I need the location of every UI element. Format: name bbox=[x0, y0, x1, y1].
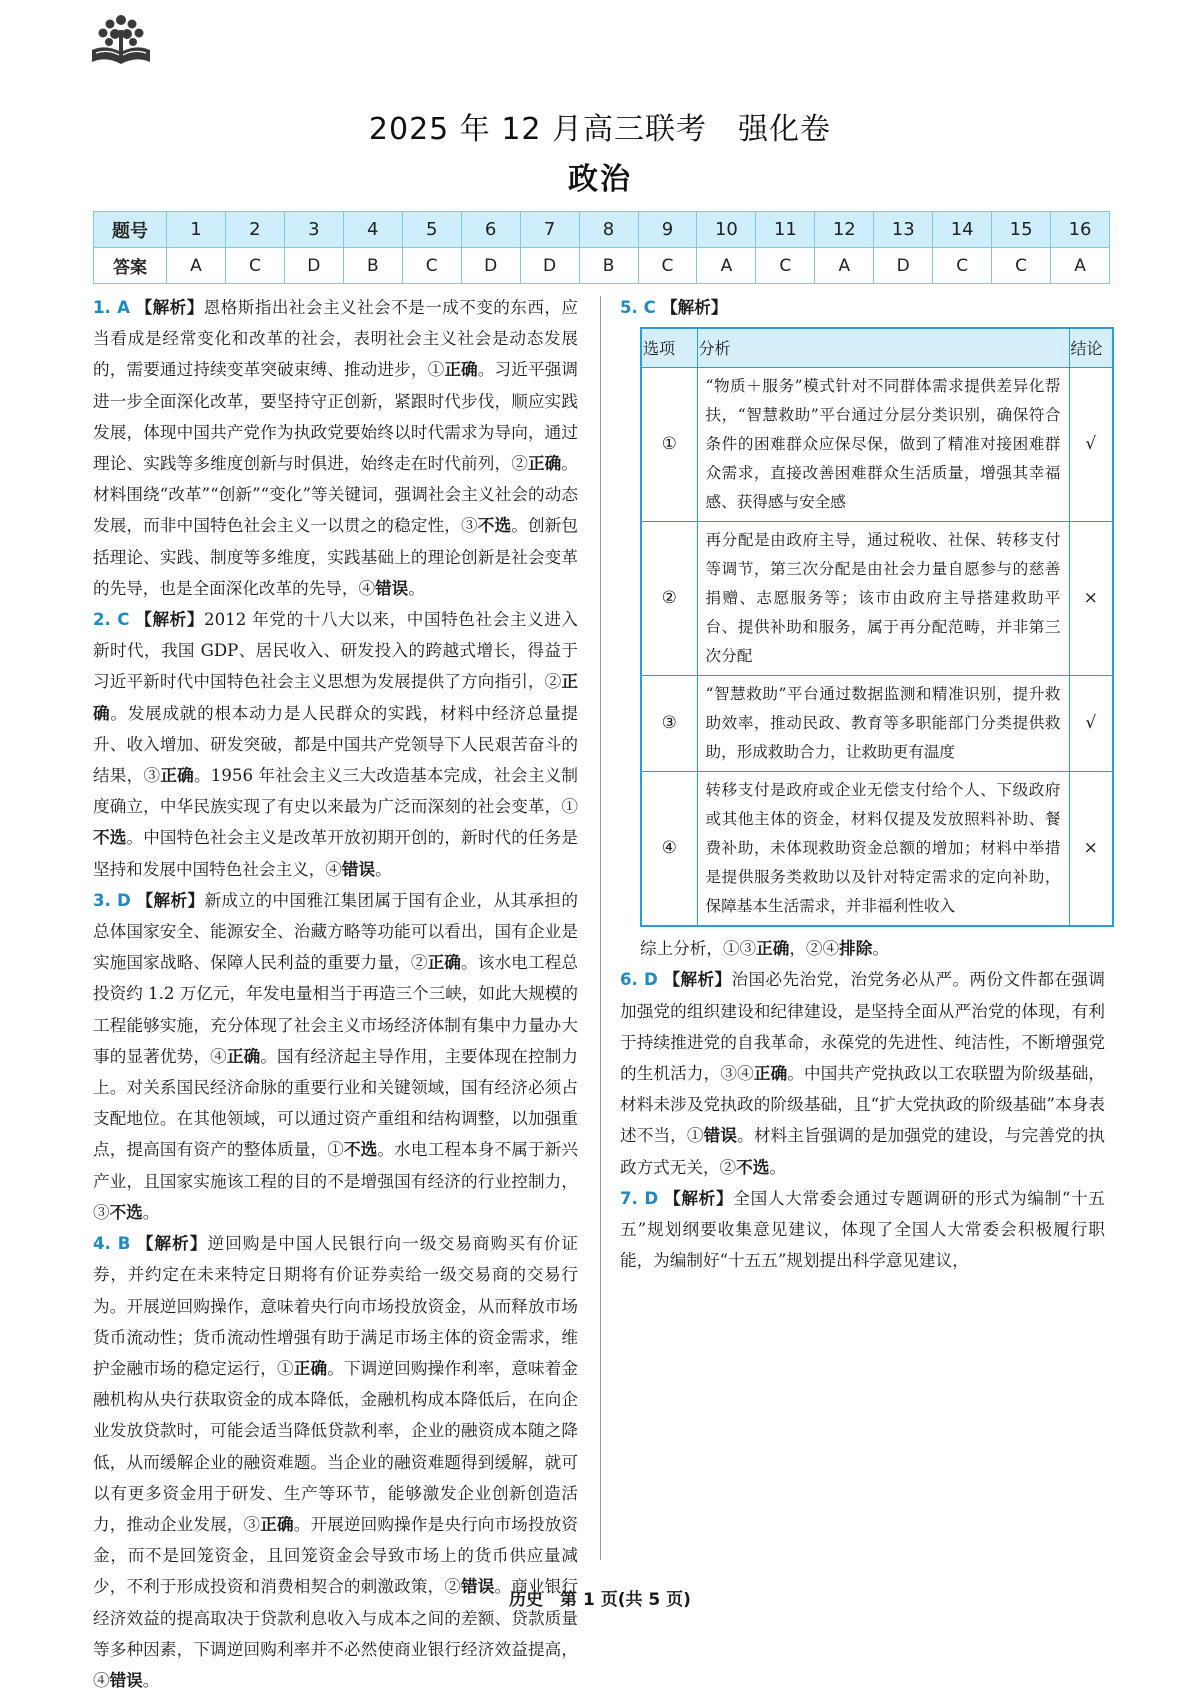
question-number: 15 bbox=[992, 212, 1051, 248]
row-label-answer: 答案 bbox=[94, 248, 167, 284]
header-option: 选项 bbox=[641, 328, 697, 368]
option-number: ③ bbox=[641, 676, 697, 772]
verdict: 正确 bbox=[260, 1514, 294, 1534]
answer-cell: C bbox=[933, 248, 992, 284]
question-number: 11 bbox=[756, 212, 815, 248]
question-label: 3. D bbox=[93, 890, 131, 910]
conclusion-mark: √ bbox=[1069, 676, 1113, 772]
column-divider bbox=[600, 296, 601, 1560]
explanation-text: 。材料主旨强调的是加强党的建设，与完善党的执政方式无关，② bbox=[620, 1126, 1106, 1177]
explanation-text: 。 bbox=[375, 859, 392, 879]
explanation-text: 。下调逆回购操作利率，意味着金融机构从央行获取资金的成本降低，金融机构成本降低后，在向企业发放贷款时，可能会适当降低贷款利率，企业的融资成本随之降低，从而缓解企业的融资难题。当企业的融资难题得到缓解，就可以有更多资金用于研发、生产等环节，能够激发企业创新创造活力，推动企业发展，③ bbox=[93, 1358, 579, 1534]
explanation-q4 bbox=[93, 1228, 578, 1696]
analysis-tag: 【解析】 bbox=[661, 298, 728, 317]
question-number: 5 bbox=[402, 212, 461, 248]
analysis-row bbox=[641, 772, 1113, 927]
explanation-text: 。开展逆回购操作是央行向市场投放资金，而不是回笼资金，且回笼资金会导致市场上的货币供应量减少，不利于形成投资和消费相契合的刺激政策，② bbox=[93, 1514, 579, 1597]
explanation-text: 。创新包括理论、实践、制度等多维度，实践基础上的理论创新是社会变革的先导，也是全面深化改革的先导，④ bbox=[93, 516, 579, 598]
explanation-text: 2012 年党的十八大以来，中国特色社会主义进入新时代，我国 GDP、居民收入、研发投入的跨越式增长，得益于习近平新时代中国特色社会主义思想为发展提供了方向指引，② bbox=[93, 610, 578, 692]
verdict: 正确 bbox=[293, 1358, 328, 1378]
analysis-tag: 【解析】 bbox=[136, 1234, 208, 1254]
verdict: 不选 bbox=[93, 828, 127, 848]
book-tree-logo-icon bbox=[88, 12, 154, 70]
explanation-text: 。习近平强调进一步全面深化改革，要坚持守正创新，紧跟时代步伐，顺应实践发展，体现中国共产党作为执政党要始终以时代需求为导向，通过理论、实践等多维度创新与时俱进，始终走在时代前列，② bbox=[93, 360, 579, 474]
verdict: 错误 bbox=[109, 1670, 143, 1690]
question-number: 16 bbox=[1051, 212, 1110, 248]
row-label-question: 题号 bbox=[94, 212, 167, 248]
explanation-q3 bbox=[93, 885, 578, 1228]
conclusion-mark: × bbox=[1069, 772, 1113, 927]
q5-summary bbox=[620, 933, 1105, 964]
answer-cell: A bbox=[815, 248, 874, 284]
verdict: 不选 bbox=[109, 1202, 143, 1222]
question-label: 2. C bbox=[93, 610, 130, 630]
conclusion-mark: × bbox=[1069, 522, 1113, 676]
verdict: 错误 bbox=[703, 1126, 738, 1146]
analysis-row bbox=[641, 368, 1113, 522]
answer-cell: A bbox=[697, 248, 756, 284]
explanation-q6 bbox=[620, 964, 1105, 1182]
question-number: 14 bbox=[933, 212, 992, 248]
explanation-q1 bbox=[93, 292, 578, 604]
explanation-text: 恩格斯指出社会主义社会不是一成不变的东西，应当看成是经常变化和改革的社会，表明社会主义社会是动态发展的，需要通过持续变革突破束缚、推动进步，① bbox=[93, 298, 578, 380]
question-number: 10 bbox=[697, 212, 756, 248]
verdict: 正确 bbox=[444, 360, 478, 380]
verdict: 正确 bbox=[527, 454, 562, 474]
question-number: 4 bbox=[343, 212, 402, 248]
verdict: 错误 bbox=[461, 1577, 495, 1597]
analysis-table-header bbox=[641, 328, 1113, 368]
analysis-tag: 【解析】 bbox=[135, 610, 205, 630]
explanation-text: 。商业银行经济效益的提高取决于贷款利息收入与成本之间的差额、贷款质量等多种因素，下调逆回购利率并不必然使商业银行经济效益提高，④ bbox=[93, 1577, 579, 1690]
answer-key-table bbox=[93, 211, 1110, 284]
answer-cell: D bbox=[520, 248, 579, 284]
explanation-text: 。该水电工程总投资约 1.2 万亿元，年发电量相当于再造三个三峡，如此大规模的工程能够实施，充分体现了社会主义市场经济体制有集中力量办大事的显著优势，④ bbox=[93, 953, 579, 1066]
question-label: 1. A bbox=[93, 298, 130, 317]
verdict: 正确 bbox=[427, 953, 462, 973]
explanation-text: 逆回购是中国人民银行向一级交易商购买有价证券，并约定在未来特定日期将有价证券卖给一级交易商的交易行为。开展逆回购操作，意味着央行向市场投放资金，从而释放市场货币流动性；货币流动性增强有助于满足市场主体的资金需求，维护金融市场的稳定运行，① bbox=[93, 1234, 578, 1378]
explanation-text: 。国有经济起主导作用，主要体现在控制力上。对关系国民经济命脉的重要行业和关键领域，国有经济必须占支配地位。在其他领域，可以通过资产重组和结构调整，以加强重点，提高国有资产的整体质量，① bbox=[93, 1046, 579, 1160]
verdict: 正确 bbox=[93, 672, 578, 723]
explanation-text: 。 bbox=[769, 1157, 786, 1177]
analysis-tag: 【解析】 bbox=[136, 890, 205, 910]
explanation-text: 。1956 年社会主义三大改造基本完成，社会主义制度确立，中华民族实现了有史以来最为广泛而深刻的社会变革，① bbox=[93, 766, 578, 817]
explanation-text: 。中国特色社会主义是改革开放初期开创的，新时代的任务是坚持和发展中国特色社会主义，④ bbox=[93, 828, 579, 879]
analysis-text: “智慧救助”平台通过数据监测和精准识别，提升救助效率，推动民政、教育等多职能部门分类提供救助，形成救助合力，让救助更有温度 bbox=[697, 676, 1069, 772]
verdict: 正确 bbox=[753, 1064, 788, 1084]
question-number: 6 bbox=[461, 212, 520, 248]
question-number-row bbox=[94, 212, 1110, 248]
header-analysis: 分析 bbox=[697, 328, 1069, 368]
explanation-q2 bbox=[93, 604, 578, 885]
verdict: 正确 bbox=[160, 766, 194, 786]
explanation-text: 。中国共产党执政以工农联盟为阶级基础，材料未涉及党执政的阶级基础，且“扩大党执政的阶级基础”本身表述不当，① bbox=[620, 1064, 1106, 1146]
explanation-text: 。 bbox=[142, 1202, 160, 1222]
verdict: 不选 bbox=[477, 516, 512, 536]
analysis-tag: 【解析】 bbox=[663, 970, 732, 990]
explanation-text: 治国必先治党，治党务必从严。两份文件都在强调加强党的组织建设和纪律建设，是坚持全面从严治党的体现，有利于持续推进党的自我革命，永葆党的先进性、纯洁性，不断增强党的生机活力，③④ bbox=[620, 970, 1106, 1084]
question-number: 9 bbox=[638, 212, 697, 248]
question-label: 6. D bbox=[620, 970, 658, 990]
verdict: 错误 bbox=[341, 859, 376, 879]
conclusion-mark: √ bbox=[1069, 368, 1113, 522]
answer-cell: C bbox=[992, 248, 1051, 284]
header-conclusion: 结论 bbox=[1069, 328, 1113, 368]
question-number: 12 bbox=[815, 212, 874, 248]
explanation-text: 新成立的中国雅江集团属于国有企业，从其承担的总体国家安全、能源安全、治藏方略等功能可以看出，国有企业是实施国家战略、保障人民利益的重要力量，② bbox=[93, 890, 579, 973]
analysis-table bbox=[640, 327, 1114, 927]
analysis-row bbox=[641, 676, 1113, 772]
question-label: 5. C bbox=[620, 298, 656, 317]
option-number: ② bbox=[641, 522, 697, 676]
option-number: ① bbox=[641, 368, 697, 522]
answer-cell: D bbox=[461, 248, 520, 284]
explanation-text: 。 bbox=[142, 1670, 160, 1690]
summary-text: 。 bbox=[872, 939, 889, 959]
explanation-q5 bbox=[620, 292, 1105, 323]
summary-text: ，②④ bbox=[789, 939, 840, 959]
subject-title: 政治 bbox=[568, 162, 632, 197]
answer-cell: B bbox=[579, 248, 638, 284]
question-number: 1 bbox=[167, 212, 226, 248]
question-number: 8 bbox=[579, 212, 638, 248]
answer-row bbox=[94, 248, 1110, 284]
question-label: 4. B bbox=[93, 1234, 131, 1254]
answer-cell: D bbox=[284, 248, 343, 284]
analysis-text: “物质＋服务”模式针对不同群体需求提供差异化帮扶，“智慧救助”平台通过分层分类识别，确保符合条件的困难群众应保尽保，做到了精准对接困难群众需求，直接改善困难群众生活质量，增强其幸福感、获得感与安全感 bbox=[697, 368, 1069, 522]
verdict: 正确 bbox=[756, 939, 790, 959]
question-number: 2 bbox=[225, 212, 284, 248]
question-number: 3 bbox=[284, 212, 343, 248]
answer-cell: A bbox=[1051, 248, 1110, 284]
explanation-text: 全国人大常委会通过专题调研的形式为编制“十五五”规划纲要收集意见建议，体现了全国人大常委会积极履行职能，为编制好“十五五”规划提出科学意见建议， bbox=[620, 1188, 1105, 1271]
answer-cell: C bbox=[225, 248, 284, 284]
answer-cell: B bbox=[343, 248, 402, 284]
answer-cell: C bbox=[638, 248, 697, 284]
analysis-tag: 【解析】 bbox=[664, 1188, 734, 1208]
explanation-text: 。水电工程本身不属于新兴产业，且国家实施该工程的目的不是增强国有经济的行业控制力，③ bbox=[93, 1140, 579, 1222]
analysis-text: 再分配是由政府主导，通过税收、社保、转移支付等调节，第三次分配是由社会力量自愿参与的慈善捐赠、志愿服务等；该市由政府主导搭建救助平台、提供补助和服务，属于再分配范畴，并非第三次分配 bbox=[697, 522, 1069, 676]
verdict: 不选 bbox=[736, 1157, 770, 1177]
verdict: 错误 bbox=[375, 578, 409, 598]
analysis-text: 转移支付是政府或企业无偿支付给个人、下级政府或其他主体的资金，材料仅提及发放照料补助、餐费补助，未体现救助资金总额的增加；材料中举措是提供服务类救助以及针对特定需求的定向补助，保障基本生活需求，并非福利性收入 bbox=[697, 772, 1069, 927]
answer-cell: D bbox=[874, 248, 933, 284]
explanation-text: 。发展成就的根本动力是人民群众的实践，材料中经济总量提升、收入增加、研发突破，都是中国共产党领导下人民艰苦奋斗的结果，③ bbox=[93, 703, 579, 786]
question-number: 13 bbox=[874, 212, 933, 248]
analysis-tag: 【解析】 bbox=[135, 298, 204, 317]
verdict: 不选 bbox=[343, 1140, 378, 1160]
verdict: 排除 bbox=[839, 939, 873, 959]
right-column bbox=[620, 292, 1105, 1276]
answer-cell: C bbox=[756, 248, 815, 284]
analysis-row bbox=[641, 522, 1113, 676]
explanation-q7 bbox=[620, 1183, 1105, 1277]
verdict: 正确 bbox=[226, 1046, 261, 1066]
question-label: 7. D bbox=[620, 1188, 659, 1208]
question-number: 7 bbox=[520, 212, 579, 248]
answer-cell: A bbox=[167, 248, 226, 284]
answer-cell: C bbox=[402, 248, 461, 284]
page-footer: 历史 第 1 页(共 5 页) bbox=[509, 1590, 691, 1610]
explanation-text: 。材料围绕“改革”“创新”“变化”等关键词，强调社会主义社会的动态发展，而非中国特色社会主义一以贯之的稳定性，③ bbox=[93, 454, 579, 536]
left-column bbox=[93, 292, 578, 1696]
summary-text: 综上分析，①③ bbox=[640, 939, 757, 959]
explanation-text: 。 bbox=[408, 578, 425, 598]
option-number: ④ bbox=[641, 772, 697, 927]
exam-title: 2025 年 12 月高三联考 强化卷 bbox=[368, 112, 832, 147]
